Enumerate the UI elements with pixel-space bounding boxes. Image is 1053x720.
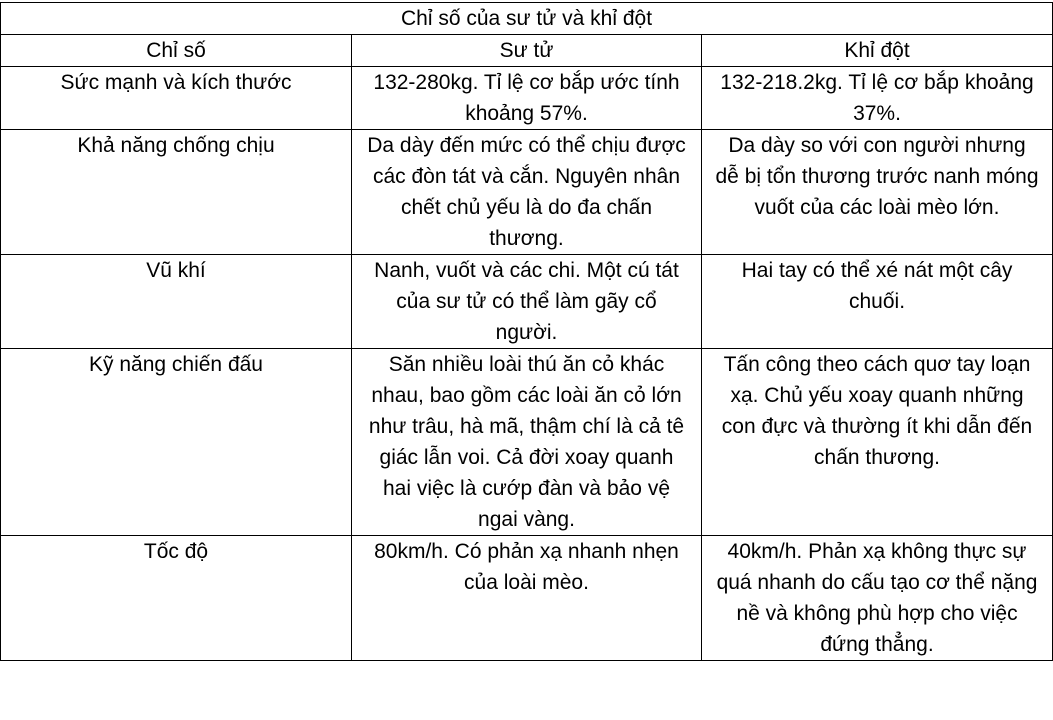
lion-cell: Nanh, vuốt và các chi. Một cú tát của sư tử có thể làm gãy cổ người. xyxy=(352,255,702,349)
lion-cell: 132-280kg. Tỉ lệ cơ bắp ước tính khoảng 57%. xyxy=(352,67,702,130)
table-row xyxy=(1,349,1053,536)
table-title: Chỉ số của sư tử và khỉ đột xyxy=(1,3,1053,35)
table-row xyxy=(1,255,1053,349)
header-gorilla: Khỉ đột xyxy=(702,35,1053,67)
gorilla-cell: 132-218.2kg. Tỉ lệ cơ bắp khoảng 37%. xyxy=(702,67,1053,130)
table-row xyxy=(1,67,1053,130)
lion-cell: Da dày đến mức có thể chịu được các đòn tát và cắn. Nguyên nhân chết chủ yếu là do đa chấn thương. xyxy=(352,130,702,255)
row-label: Tốc độ xyxy=(1,536,352,661)
lion-cell: Săn nhiều loài thú ăn cỏ khác nhau, bao gồm các loài ăn cỏ lớn như trâu, hà mã, thậm chí là cả tê giác lẫn voi. Cả đời xoay quanh hai việc là cướp đàn và bảo vệ ngai vàng. xyxy=(352,349,702,536)
table-row xyxy=(1,536,1053,661)
header-metric: Chỉ số xyxy=(1,35,352,67)
gorilla-cell: Hai tay có thể xé nát một cây chuối. xyxy=(702,255,1053,349)
row-label: Khả năng chống chịu xyxy=(1,130,352,255)
header-row xyxy=(1,35,1053,67)
row-label: Kỹ năng chiến đấu xyxy=(1,349,352,536)
gorilla-cell: 40km/h. Phản xạ không thực sự quá nhanh do cấu tạo cơ thể nặng nề và không phù hợp cho việc đứng thẳng. xyxy=(702,536,1053,661)
comparison-table xyxy=(0,2,1053,661)
gorilla-cell: Da dày so với con người nhưng dễ bị tổn thương trước nanh móng vuốt của các loài mèo lớn. xyxy=(702,130,1053,255)
row-label: Vũ khí xyxy=(1,255,352,349)
row-label: Sức mạnh và kích thước xyxy=(1,67,352,130)
gorilla-cell: Tấn công theo cách quơ tay loạn xạ. Chủ yếu xoay quanh những con đực và thường ít khi dẫn đến chấn thương. xyxy=(702,349,1053,536)
lion-cell: 80km/h. Có phản xạ nhanh nhẹn của loài mèo. xyxy=(352,536,702,661)
table-row xyxy=(1,130,1053,255)
title-row xyxy=(1,3,1053,35)
header-lion: Sư tử xyxy=(352,35,702,67)
comparison-table-container xyxy=(0,2,1052,661)
